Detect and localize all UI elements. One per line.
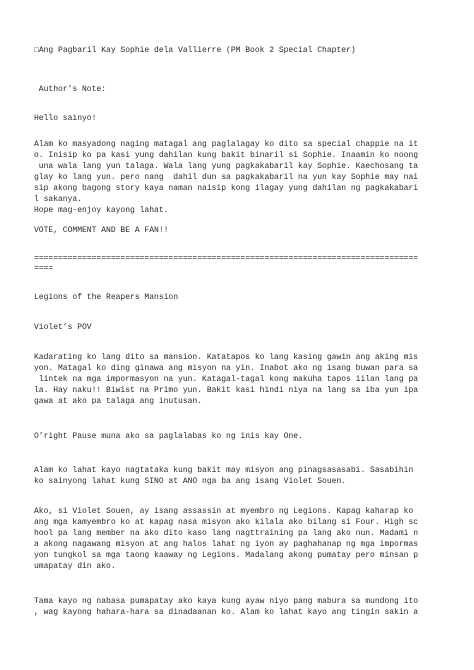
chapter-title: Legions of the Reapers Mansion bbox=[34, 293, 179, 302]
paragraph-line: yon. Matagal ko ding ginawa ang misyon na yin. Inabot ako ng isang buwan para sa bbox=[34, 364, 419, 373]
call-to-action: VOTE, COMMENT AND BE A FAN!! bbox=[34, 226, 169, 235]
paragraph-line: hool pa lang member na ako dito kaso lang nagttraining pa lang ako nun. Madami n bbox=[34, 529, 419, 538]
document-title: □Ang Pagbaril Kay Sophie dela Vallierre (PM Book 2 Special Chapter) bbox=[34, 46, 356, 55]
paragraph-line: Alam ko lahat kayo nagtataka kung bakit may misyon ang pinagsasasabi. Sasabihin bbox=[34, 466, 414, 475]
separator-line: ================================================================================ bbox=[34, 254, 419, 263]
note-line: Alam ko masyadong naging matagal ang paglalagay ko dito sa special chappie na it bbox=[34, 140, 419, 149]
paragraph-line: a akong nagawang misyon at ang halos lahat ng iyon ay paghahanap ng mga impormas bbox=[34, 540, 419, 549]
authors-note-heading: Author’s Note: bbox=[34, 85, 107, 94]
paragraph-line: Tama kayo ng nabasa pumapatay ako kaya kung ayaw niyo pang mabura sa mundong ito bbox=[34, 597, 419, 606]
note-line: Hope mag-enjoy kayong lahat. bbox=[34, 206, 169, 215]
paragraph-line: lintek na mga impormasyon na yun. Katagal-tagal kong makuha tapos iilan lang pa bbox=[34, 375, 419, 384]
note-line: l sakanya. bbox=[34, 195, 83, 204]
paragraph-line: umapatay din ako. bbox=[34, 562, 116, 571]
separator-line: ==== bbox=[34, 264, 54, 273]
paragraph-line: ko sainyong lahat kung SINO at ANO nga ba ang isang Violet Souen. bbox=[34, 477, 347, 486]
note-line: sip akong bagong story kaya naman naisip kong ilagay yung dahilan ng pagkakabari bbox=[34, 184, 419, 193]
paragraph-line: gawa at ako pa talaga ang inutusan. bbox=[34, 397, 203, 406]
paragraph-line: , wag kayong hahara-hara sa dinadaanan ko. Alam ko lahat kayo ang tingin sakin a bbox=[34, 608, 419, 617]
note-line: o. Inisip ko pa kasi yung dahilan kung bakit binaril si Sophie. Inaamin ko noong bbox=[34, 151, 419, 160]
paragraph-line: yon tungkol sa mga taong kaaway ng Legions. Madalang akong pumatay pero minsan p bbox=[34, 551, 419, 560]
paragraph-line: ang mga kamyembro ko at kapag nasa misyon ako kilala ako bilang si Four. High sc bbox=[34, 518, 419, 527]
paragraph-line: Ako, si Violet Souen, ay isang assassin at myembro ng Legions. Kapag kaharap ko bbox=[34, 507, 414, 516]
note-line: glay ko lang yun. pero nang dahil dun sa pagkakabaril na yun kay Sophie may nai bbox=[34, 173, 419, 182]
pov-heading: Violet’s POV bbox=[34, 323, 92, 332]
greeting-text: Hello sainyo! bbox=[34, 114, 97, 123]
paragraph-line: la. Hay naku!! Biwist na Primo yun. Bakit kasi hindi niya na lang sa iba yun ipa bbox=[34, 386, 419, 395]
missing-glyph-icon: □ bbox=[34, 46, 39, 55]
note-line: una wala lang yun talaga. Wala lang yung pagkakabaril kay Sophie. Kaechosang ta bbox=[34, 162, 419, 171]
paragraph-line: O’right Pause muna ako sa paglalabas ko ng inis kay One. bbox=[34, 432, 303, 441]
paragraph-line: Kadarating ko lang dito sa mansion. Katatapos ko lang kasing gawin ang aking mis bbox=[34, 353, 419, 362]
